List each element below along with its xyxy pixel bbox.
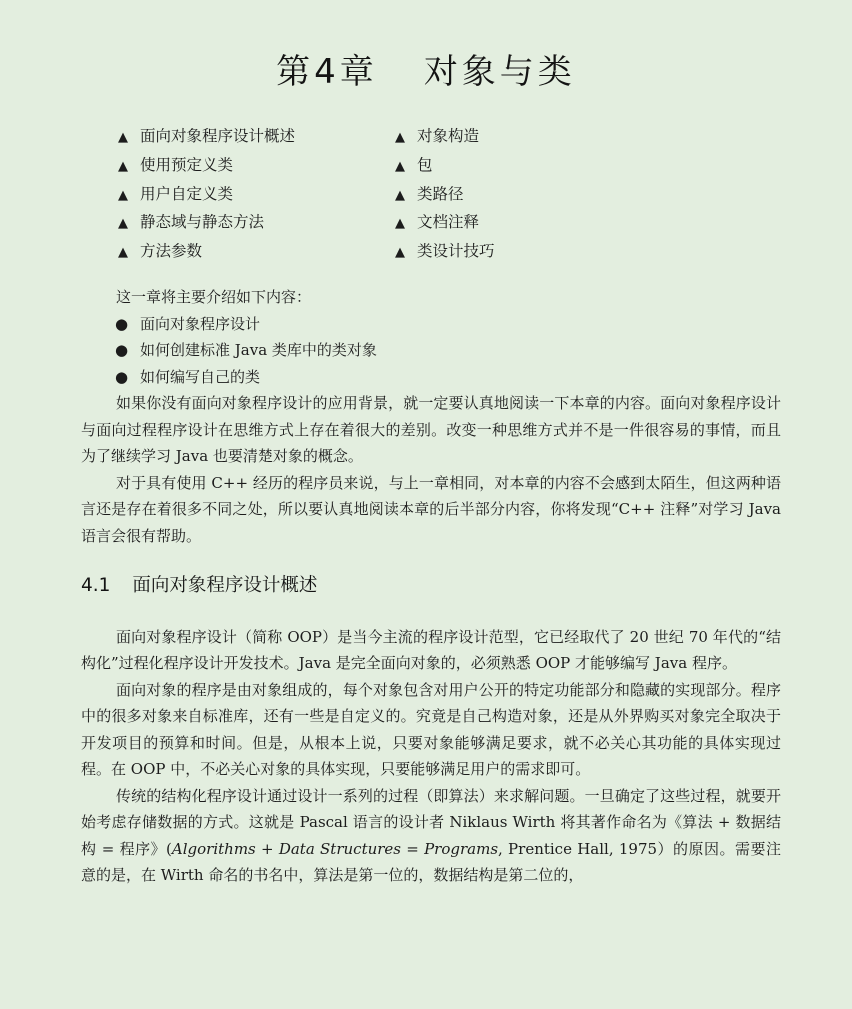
toc-item — [118, 181, 408, 210]
list-item-text: 如何编写自己的类 — [140, 367, 261, 386]
list-item-text: 面向对象程序设计 — [140, 314, 261, 333]
book-title-italic: Algorithms + Data Structures = Programs — [171, 839, 499, 858]
bullet-icon: ● — [115, 367, 129, 386]
section-number: 4.1 — [81, 575, 111, 596]
toc-item — [395, 152, 685, 181]
toc-item-label: 方法参数 — [140, 242, 203, 261]
intro-bullet-list — [81, 311, 781, 391]
toc-item-label: 文档注释 — [417, 213, 480, 232]
list-item — [81, 337, 781, 364]
paragraph-text: 传统的结构化程序设计通过设计一系列的过程（即算法）来求解问题。一旦确定了这些过程，就要开始考虑存储数据的方式。这就是 Pascal 语言的设计者 Niklaus Wirth 将其著作命名为《算法 + 数据结构 = 程序》( — [81, 786, 781, 858]
toc-item-label: 静态域与静态方法 — [140, 213, 265, 232]
chapter-number: 第4章 — [276, 52, 378, 92]
intro-paragraph: 对于具有使用 C++ 经历的程序员来说，与上一章相同，对本章的内容不会感到太陌生，但这两种语言还是存在着很多不同之处，所以要认真地阅读本章的后半部分内容，你将发现“C++ 注释”对学习 Java 语言会很有帮助。 — [81, 473, 781, 545]
toc-item-label: 使用预定义类 — [140, 155, 234, 174]
toc-item — [118, 123, 408, 152]
section-paragraph: 面向对象程序设计（简称 OOP）是当今主流的程序设计范型，它已经取代了 20 世纪 70 年代的“结构化”过程化程序设计开发技术。Java 是完全面向对象的，必须熟悉 OOP 才能够编写 Java 程序。 — [81, 627, 781, 672]
toc-right-column — [395, 123, 685, 267]
toc-item — [395, 238, 685, 267]
intro-lead: 这一章将主要介绍如下内容： — [116, 288, 312, 306]
toc-item-label: 包 — [417, 155, 433, 174]
section-body — [81, 624, 781, 889]
list-item — [81, 364, 781, 391]
toc-item — [118, 238, 408, 267]
toc-item-label: 对象构造 — [417, 127, 480, 145]
toc-item-label: 面向对象程序设计概述 — [140, 127, 296, 145]
toc-item-label: 类设计技巧 — [417, 242, 495, 261]
toc-item-label: 类路径 — [417, 184, 464, 203]
triangle-icon: ▲ — [395, 158, 405, 174]
bullet-icon: ● — [115, 341, 129, 359]
triangle-icon: ▲ — [395, 187, 405, 203]
toc-left-column — [118, 123, 408, 267]
chapter-title — [0, 44, 852, 93]
toc-item — [118, 209, 408, 238]
triangle-icon: ▲ — [118, 245, 128, 261]
bullet-icon: ● — [115, 314, 129, 333]
section-paragraph — [81, 783, 781, 889]
section-title: 面向对象程序设计概述 — [132, 575, 318, 596]
toc-item — [395, 209, 685, 238]
section-paragraph: 面向对象的程序是由对象组成的，每个对象包含对用户公开的特定功能部分和隐藏的实现部分。程序中的很多对象来自标准库，还有一些是自定义的。究竟是自己构造对象，还是从外界购买对象完全取决于开发项目的预算和时间。但是，从根本上说，只要对象能够满足要求，就不必关心其功能的具体实现过程。在 OOP 中，不必关心对象的具体实现，只要能够满足用户的需求即可。 — [81, 680, 781, 778]
triangle-icon: ▲ — [118, 187, 128, 203]
intro-paragraph: 如果你没有面向对象程序设计的应用背景，就一定要认真地阅读一下本章的内容。面向对象程序设计与面向过程程序设计在思维方式上存在着很大的差别。改变一种思维方式并不是一件很容易的事情，而且为了继续学习 Java 也要清楚对象的概念。 — [81, 394, 781, 465]
chapter-name: 对象与类 — [423, 52, 576, 92]
triangle-icon: ▲ — [395, 216, 405, 232]
triangle-icon: ▲ — [118, 158, 128, 174]
triangle-icon: ▲ — [395, 245, 405, 261]
list-item — [81, 311, 781, 338]
triangle-icon: ▲ — [118, 216, 128, 232]
triangle-icon: ▲ — [395, 130, 405, 145]
toc-item — [118, 152, 408, 181]
page-body — [81, 284, 781, 889]
toc-item — [395, 181, 685, 210]
toc-item — [395, 123, 685, 152]
paragraph-text: , Prentice Hall, 1975）的原因。需要注意的是，在 Wirth 命名的书名中，算法是第一位的，数据结构是第二位的， — [81, 839, 781, 884]
toc-item-label: 用户自定义类 — [140, 184, 234, 203]
list-item-text: 如何创建标准 Java 类库中的类对象 — [140, 341, 377, 359]
triangle-icon: ▲ — [118, 130, 128, 145]
section-heading — [81, 573, 781, 600]
